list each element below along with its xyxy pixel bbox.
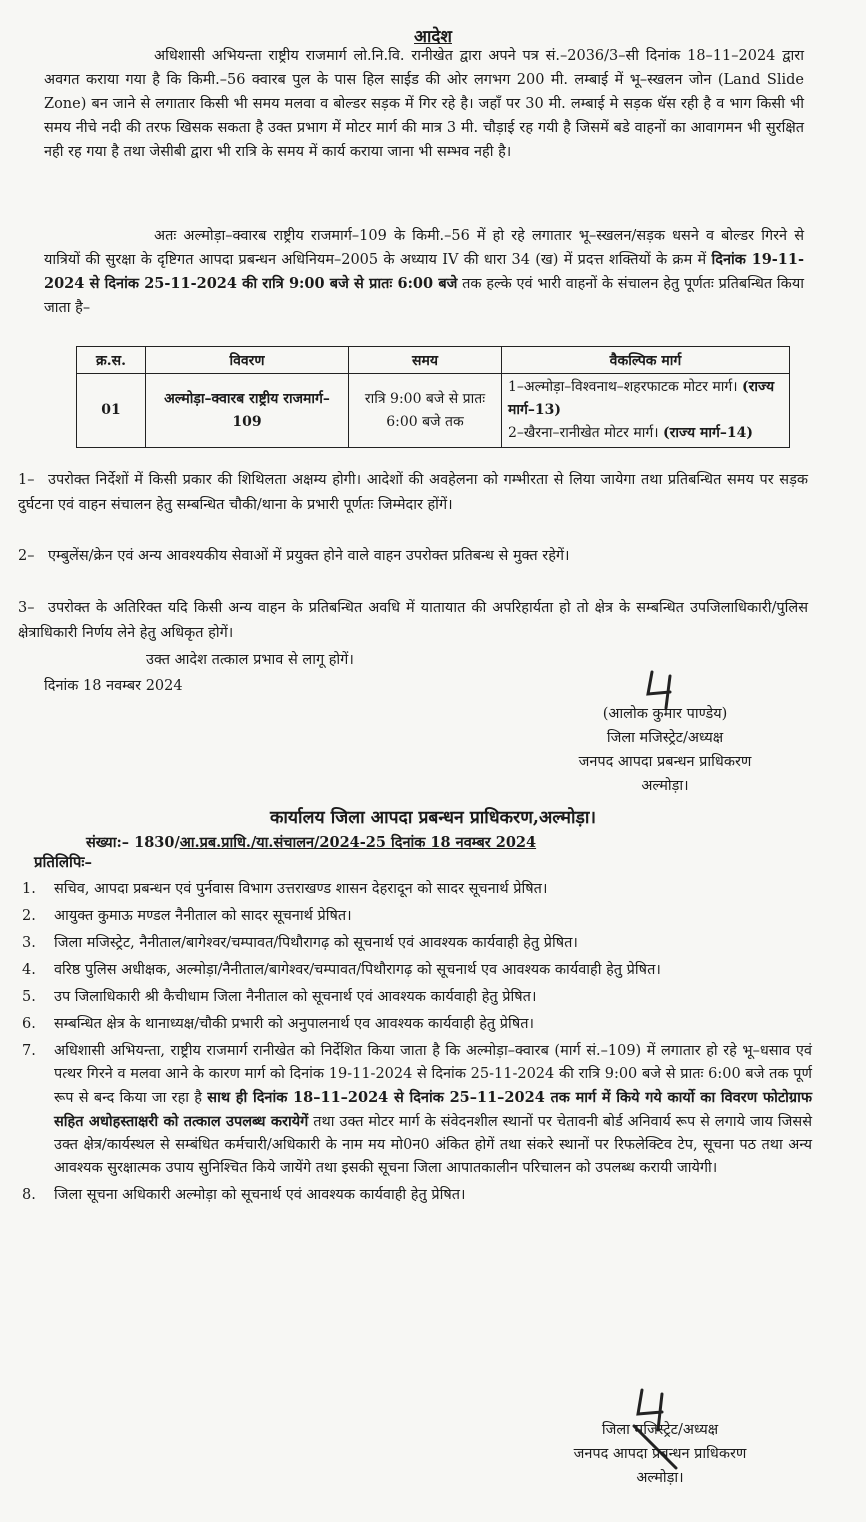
alt-route-1-state: (राज्य मार्ग–13) [508, 379, 775, 418]
cell-alternate-routes [502, 374, 790, 448]
header-description: विवरण [146, 347, 349, 374]
restriction-table [76, 346, 790, 448]
condition-item [18, 596, 808, 646]
item7-text-end: तथा उक्त मोटर मार्ग के संवेदनशील स्थानों पर चेतावनी बोर्ड अनिवार्य रूप से लगाये जाय जिससे उक्त क्षेत्र/कार्यस्थल से सम्बंधित कर्मचारी/अधिकारी के नाम मय मो0न0 अंकित होगें तथा संकरे स्थानों पर रिफलेक्टिव टेप, सूचना पठ तथा अन्य आवश्यक सुरक्षात्मक उपाय सुनिश्चित किये जायेंगे तथा इसकी सूचना जिला आपातकालीन परिचालन को उपलब्ध करायी जायेगी। [54, 1114, 812, 1176]
list-item-number: 5. [22, 989, 36, 1005]
signatory-designation: जिला मजिस्ट्रेट/अध्यक्ष [606, 730, 724, 746]
list-item-number: 3. [22, 935, 36, 951]
list-item-number: 1. [22, 881, 36, 897]
copy-to-list [22, 878, 812, 1211]
list-item-number: 6. [22, 1016, 36, 1032]
condition-number: 1– [18, 472, 35, 488]
order-title: आदेश [414, 27, 452, 47]
signature-block-1 [540, 702, 790, 798]
header-alternate-route: वैकल्पिक मार्ग [502, 347, 790, 374]
list-item [22, 878, 812, 901]
order-date: दिनांक 18 नवम्बर 2024 [44, 678, 183, 694]
signatory-place: अल्मोड़ा। [641, 778, 689, 794]
list-item-number: 4. [22, 962, 36, 978]
list-item [22, 905, 812, 928]
condition-text: एम्बुलेंस/क्रेन एवं अन्य आवश्यकीय सेवाओं में प्रयुक्त होने वाले वाहन उपरोक्त प्रतिबन्ध से मुक्त रहेगें। [48, 548, 570, 564]
reference-detail: आ.प्रब.प्राधि./या.संचालन/2024-25 दिनांक 18 नवम्बर 2024 [179, 834, 537, 851]
signature-block-2 [530, 1418, 790, 1490]
header-time: समय [349, 347, 502, 374]
list-item [22, 986, 812, 1009]
list-item-number: 2. [22, 908, 36, 924]
signatory-name: (आलोक कुमार पाण्डेय) [602, 706, 728, 722]
list-item-text: उप जिलाधिकारी श्री कैचीधाम जिला नैनीताल को सूचनार्थ एवं आवश्यक कार्यवाही हेतु प्रेषित। [54, 989, 537, 1005]
list-item-text: जिला मजिस्ट्रेट, नैनीताल/बागेश्वर/चम्पावत/पिथौरागढ़ को सूचनार्थ एवं आवश्यक कार्यवाही हेतु प्रेषित। [54, 935, 578, 951]
cell-time: रात्रि 9:00 बजे से प्रातः 6:00 बजे तक [349, 374, 502, 448]
alt-route-1: 1–अल्मोड़ा–विश्वनाथ–शहरफाटक मोटर मार्ग। [508, 379, 738, 395]
list-item-8 [22, 1184, 812, 1207]
item7-text-bold: साथ ही दिनांक 18–11–2024 से दिनांक 25–11–2024 तक मार्ग में किये गये कार्यो का विवरण फोटोग्राफ सहित अधोहस्ताक्षरी को तत्काल उपलब्ध करायेगें [54, 1089, 813, 1130]
condition-text: उपरोक्त निर्देशों में किसी प्रकार की शिथिलता अक्षम्य होगी। आदेशों की अवहेलना को गम्भीरता से लिया जायेगा तथा प्रतिबन्धित समय पर सड़क दुर्घटना एवं वाहन संचालन हेतु सम्बन्धित चौकी/थाना के प्रभारी पूर्णतः जिम्मेदार होंगें। [18, 472, 808, 513]
reference-prefix: संख्या:– 1830/ [86, 834, 180, 851]
table-row [77, 374, 790, 448]
list-item [22, 959, 812, 982]
condition-number: 3– [18, 600, 35, 616]
list-item-text: वरिष्ठ पुलिस अधीक्षक, अल्मोड़ा/नैनीताल/बागेश्वर/चम्पावत/पिथौरागढ़ को सूचनार्थ एव आवश्यक कार्यवाही हेतु प्रेषित। [54, 962, 661, 978]
order-paragraph-2-bold: दिनांक 19-11-2024 से दिनांक 25-11-2024 की रात्रि 9:00 बजे से प्रातः 6:00 बजे [44, 251, 805, 292]
list-item-text: सचिव, आपदा प्रबन्धन एवं पुर्नवास विभाग उत्तराखण्ड शासन देहरादून को सादर सूचनार्थ प्रेषित। [54, 881, 548, 897]
order-paragraph-2-end: तक हल्के एवं भारी वाहनों के संचालन हेतु पूर्णतः प्रतिबन्धित किया जाता है– [44, 276, 804, 316]
list-item-7 [22, 1040, 812, 1180]
condition-item [18, 468, 808, 518]
signatory-designation: जिला मजिस्ट्रेट/अध्यक्ष [601, 1422, 719, 1438]
cell-description: अल्मोड़ा–क्वारब राष्ट्रीय राजमार्ग–109 [146, 374, 349, 448]
order-paragraph-2-start: अतः अल्मोड़ा–क्वारब राष्ट्रीय राजमार्ग–109 के किमी.–56 में हो रहे लगातार भू–स्खलन/सड़क धसने व बोल्डर गिरने से यात्रियों की सुरक्षा के दृष्टिगत आपदा प्रबन्धन अधिनियम–2005 के अध्याय IV की धारा 34 (ख) में प्रदत्त शक्तियों के क्रम में [44, 228, 804, 268]
list-item-number: 7. [22, 1043, 36, 1059]
condition-number: 2– [18, 548, 35, 564]
alt-route-2-state: (राज्य मार्ग–14) [662, 425, 753, 441]
effect-line: उक्त आदेश तत्काल प्रभाव से लागू होगें। [146, 652, 354, 668]
copy-to-title: प्रतिलिपिः– [34, 853, 92, 871]
signatory-authority: जनपद आपदा प्रबन्धन प्राधिकरण [573, 1446, 747, 1462]
office-header: कार्यालय जिला आपदा प्रबन्धन प्राधिकरण,अल्मोड़ा। [269, 808, 597, 828]
order-paragraph-2 [44, 224, 804, 320]
list-item [22, 932, 812, 955]
signatory-authority: जनपद आपदा प्रबन्धन प्राधिकरण [578, 754, 752, 770]
order-paragraph-1: अधिशासी अभियन्ता राष्ट्रीय राजमार्ग लो.नि.वि. रानीखेत द्वारा अपने पत्र सं.–2036/3–सी दिनांक 18–11–2024 द्वारा अवगत कराया गया है कि किमी.–56 क्वारब पुल के पास हिल साईड की ओर लगभग 200 मी. लम्बाई में भू–स्खलन जोन (Land Slide Zone) बन जाने से लगातार किसी भी समय मलवा व बोल्डर सड़क में गिर रहे है। जहॉं पर 30 मी. लम्बाई मे सड़क धॅस रही है व भाग किसी भी समय नीचे नदी की तरफ खिसक सकता है उक्त प्रभाग में मोटर मार्ग की मात्र 3 मी. चौड़ाई रह गयी है जिसमें बडे वाहनों का आवागमन भी सुरक्षित नही रह गया है तथा जेसीबी द्वारा भी रात्रि के समय में कार्य कराया जाना भी सम्भव नही है। [44, 48, 804, 160]
list-item-text: जिला सूचना अधिकारी अल्मोड़ा को सूचनार्थ एवं आवश्यक कार्यवाही हेतु प्रेषित। [54, 1187, 466, 1203]
alt-route-2: 2–खैरना–रानीखेत मोटर मार्ग। [508, 425, 659, 441]
list-item [22, 1013, 812, 1036]
list-item-number: 8. [22, 1187, 36, 1203]
header-serial: क्र.स. [77, 347, 146, 374]
list-item-text: सम्बन्धित क्षेत्र के थानाध्यक्ष/चौकी प्रभारी को अनुपालनार्थ एव आवश्यक कार्यवाही हेतु प्रेषित। [54, 1016, 534, 1032]
list-item-text: आयुक्त कुमाऊ मण्डल नैनीताल को सादर सूचनार्थ प्रेषित। [54, 908, 352, 924]
signatory-place: अल्मोड़ा। [636, 1470, 684, 1486]
cell-serial: 01 [77, 374, 146, 448]
condition-text: उपरोक्त के अतिरिक्त यदि किसी अन्य वाहन के प्रतिबन्धित अवधि में यातायात की अपरिहार्यता हो तो क्षेत्र के सम्बन्धित उपजिलाधिकारी/पुलिस क्षेत्राधिकारी निर्णय लेने हेतु अधिकृत होगें। [18, 600, 808, 641]
condition-item [18, 544, 808, 569]
list-item-text [54, 1040, 812, 1180]
table-header-row [77, 347, 790, 374]
item7-text-start: अधिशासी अभियन्ता, राष्ट्रीय राजमार्ग रानीखेत को निर्देशित किया जाता है कि अल्मोड़ा–क्वारब (मार्ग सं.–109) में लगातार हो रहे भू–धसाव एवं पत्थर गिरने व मलवा आने के कारण मार्ग को दिनांक 19-11-2024 से दिनांक 25-11-2024 की रात्रि 9:00 बजे से प्रातः 6:00 बजे तक पूर्ण रूप से बन्द किया जा रहा है [54, 1043, 812, 1106]
reference-number [86, 832, 536, 852]
